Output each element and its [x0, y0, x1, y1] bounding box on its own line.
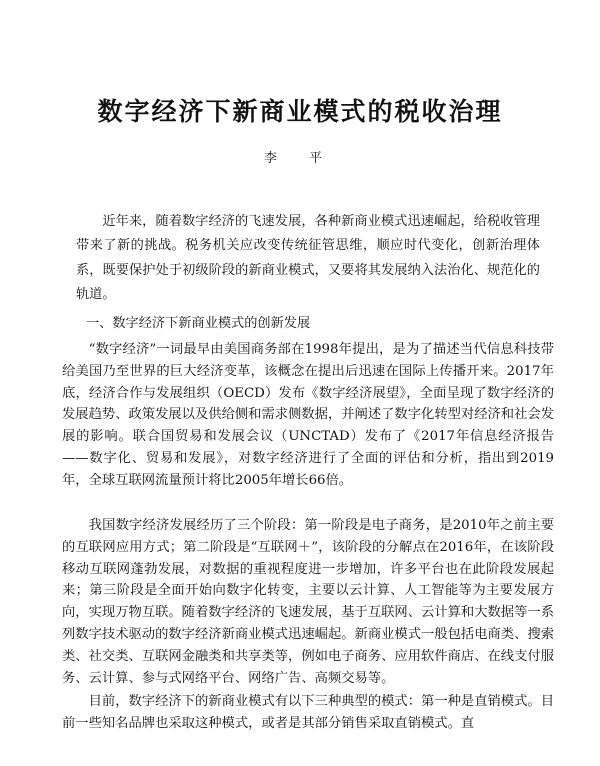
author-name: 李 平 — [263, 151, 337, 166]
article-title: 数字经济下新商业模式的税收治理 — [97, 97, 503, 126]
body-paragraph: 目前，数字经济下的新商业模式有以下三种典型的模式：第一种是直销模式。目前一些知名品牌也采取这种模式，或者是其部分销售采取直销模式。直 — [62, 694, 554, 731]
section-heading: 一、数字经济下新商业模式的创新发展 — [86, 316, 311, 331]
body-paragraph: 我国数字经济发展经历了三个阶段：第一阶段是电子商务，是2010年之前主要的互联网应用方式；第二阶段是“互联网＋”，该阶段的分解点在2016年，在该阶段移动互联网蓬勃发展，对数据的重视程度进一步增加，许多平台也在此阶段发展起来；第三阶段是全面开始向数字化转变，主要以云计算、人工智能等为主要发展方向，实现万物互联。随着数字经济的飞速发展，基于互联网、云计算和大数据等一系列数字技术驱动的数字经济新商业模式迅速崛起。新商业模式一般包括电商类、搜索类、社交类、互联网金融类和共享类等，例如电子商务、应用软件商店、在线支付服务、云计算、参与式网络平台、网络广告、高频交易等。 — [62, 518, 554, 686]
abstract-paragraph: 近年来，随着数字经济的飞速发展，各种新商业模式迅速崛起，给税收管理带来了新的挑战。税务机关应改变传统征管思维，顺应时代变化，创新治理体系，既要保护处于初级阶段的新商业模式，又要将其发展纳入法治化、规范化的轨道。 — [76, 214, 540, 302]
body-paragraph: “数字经济”一词最早由美国商务部在1998年提出，是为了描述当代信息科技带给美国乃至世界的巨大经济变革，该概念在提出后迅速在国际上传播开来。2017年底，经济合作与发展组织（OECD）发布《数字经济展望》，全面呈现了数字经济的发展趋势、政策发展以及供给侧和需求侧数据，并阐述了数字化转型对经济和社会发展的影响。联合国贸易和发展会议（UNCTAD）发布了《2017年信息经济报告——数字化、贸易和发展》，对数字经济进行了全面的评估和分析，指出到2019年，全球互联网流量预计将比2005年增长66倍。 — [62, 342, 554, 488]
